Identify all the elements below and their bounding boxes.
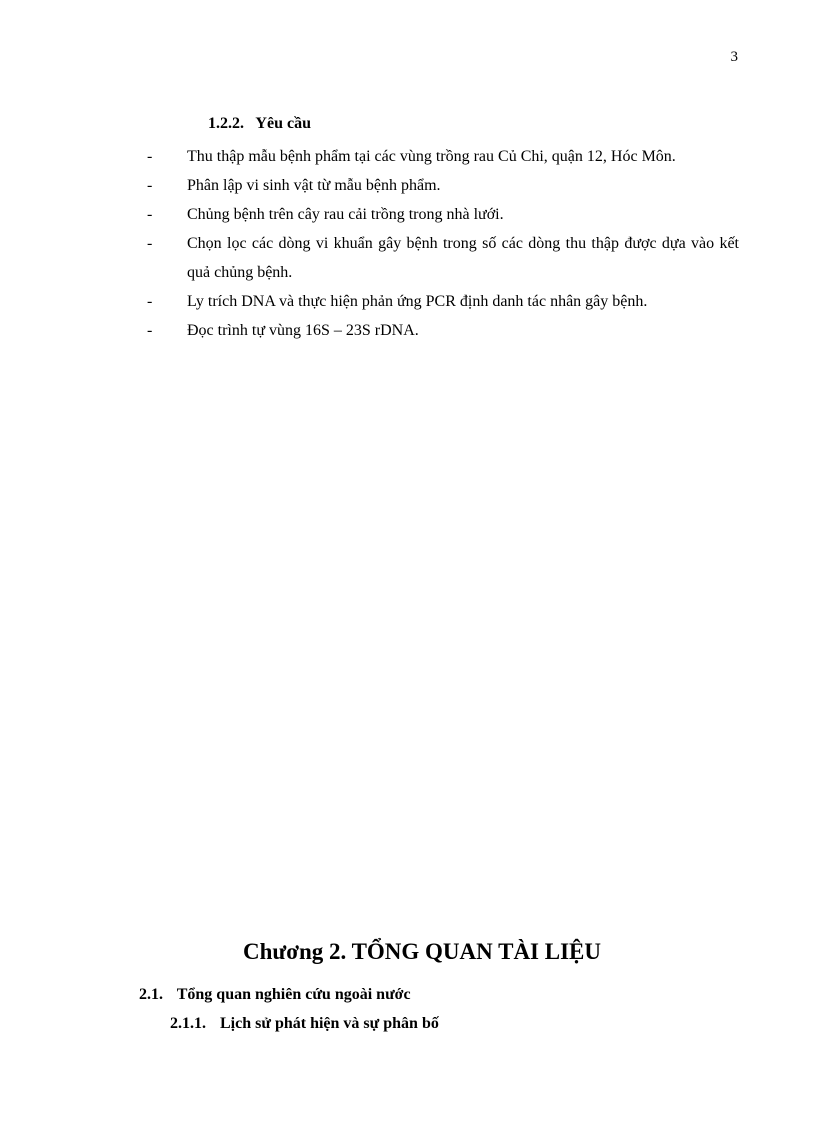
list-item-text: Đọc trình tự vùng 16S – 23S rDNA. bbox=[187, 322, 419, 339]
bullet-dash: - bbox=[147, 148, 153, 165]
requirements-heading-title: Yêu cầu bbox=[255, 115, 311, 132]
list-item-text: Chủng bệnh trên cây rau cải trồng trong nhà lưới. bbox=[187, 206, 504, 223]
chapter-title: Chương 2. TỔNG QUAN TÀI LIỆU bbox=[243, 939, 601, 964]
section-heading-number: 2.1. bbox=[139, 986, 163, 1003]
list-item bbox=[147, 142, 739, 171]
list-item bbox=[147, 200, 739, 229]
bullet-dash: - bbox=[147, 235, 153, 252]
section-heading bbox=[139, 986, 411, 1004]
subsection-heading-title: Lịch sử phát hiện và sự phân bố bbox=[220, 1015, 439, 1032]
list-item-text: Phân lập vi sinh vật từ mẫu bệnh phẩm. bbox=[187, 177, 441, 194]
bullet-dash: - bbox=[147, 177, 153, 194]
requirements-heading bbox=[208, 115, 311, 133]
list-item-text: Thu thập mẫu bệnh phẩm tại các vùng trồng rau Củ Chi, quận 12, Hóc Môn. bbox=[187, 148, 676, 165]
bullet-dash: - bbox=[147, 293, 153, 310]
subsection-heading-number: 2.1.1. bbox=[170, 1015, 206, 1032]
list-item bbox=[147, 287, 739, 316]
list-item bbox=[147, 171, 739, 200]
page-number: 3 bbox=[730, 49, 738, 65]
subsection-heading bbox=[170, 1015, 439, 1033]
bullet-dash: - bbox=[147, 206, 153, 223]
list-item-text: Ly trích DNA và thực hiện phản ứng PCR định danh tác nhân gây bệnh. bbox=[187, 293, 648, 310]
requirements-list bbox=[147, 142, 739, 345]
list-item bbox=[147, 229, 739, 287]
bullet-dash: - bbox=[147, 322, 153, 339]
requirements-heading-number: 1.2.2. bbox=[208, 115, 244, 132]
list-item bbox=[147, 316, 739, 345]
section-heading-title: Tổng quan nghiên cứu ngoài nước bbox=[176, 986, 411, 1003]
list-item-text: Chọn lọc các dòng vi khuẩn gây bệnh trong số các dòng thu thập được dựa vào kết quả chủng bệnh. bbox=[187, 235, 739, 281]
